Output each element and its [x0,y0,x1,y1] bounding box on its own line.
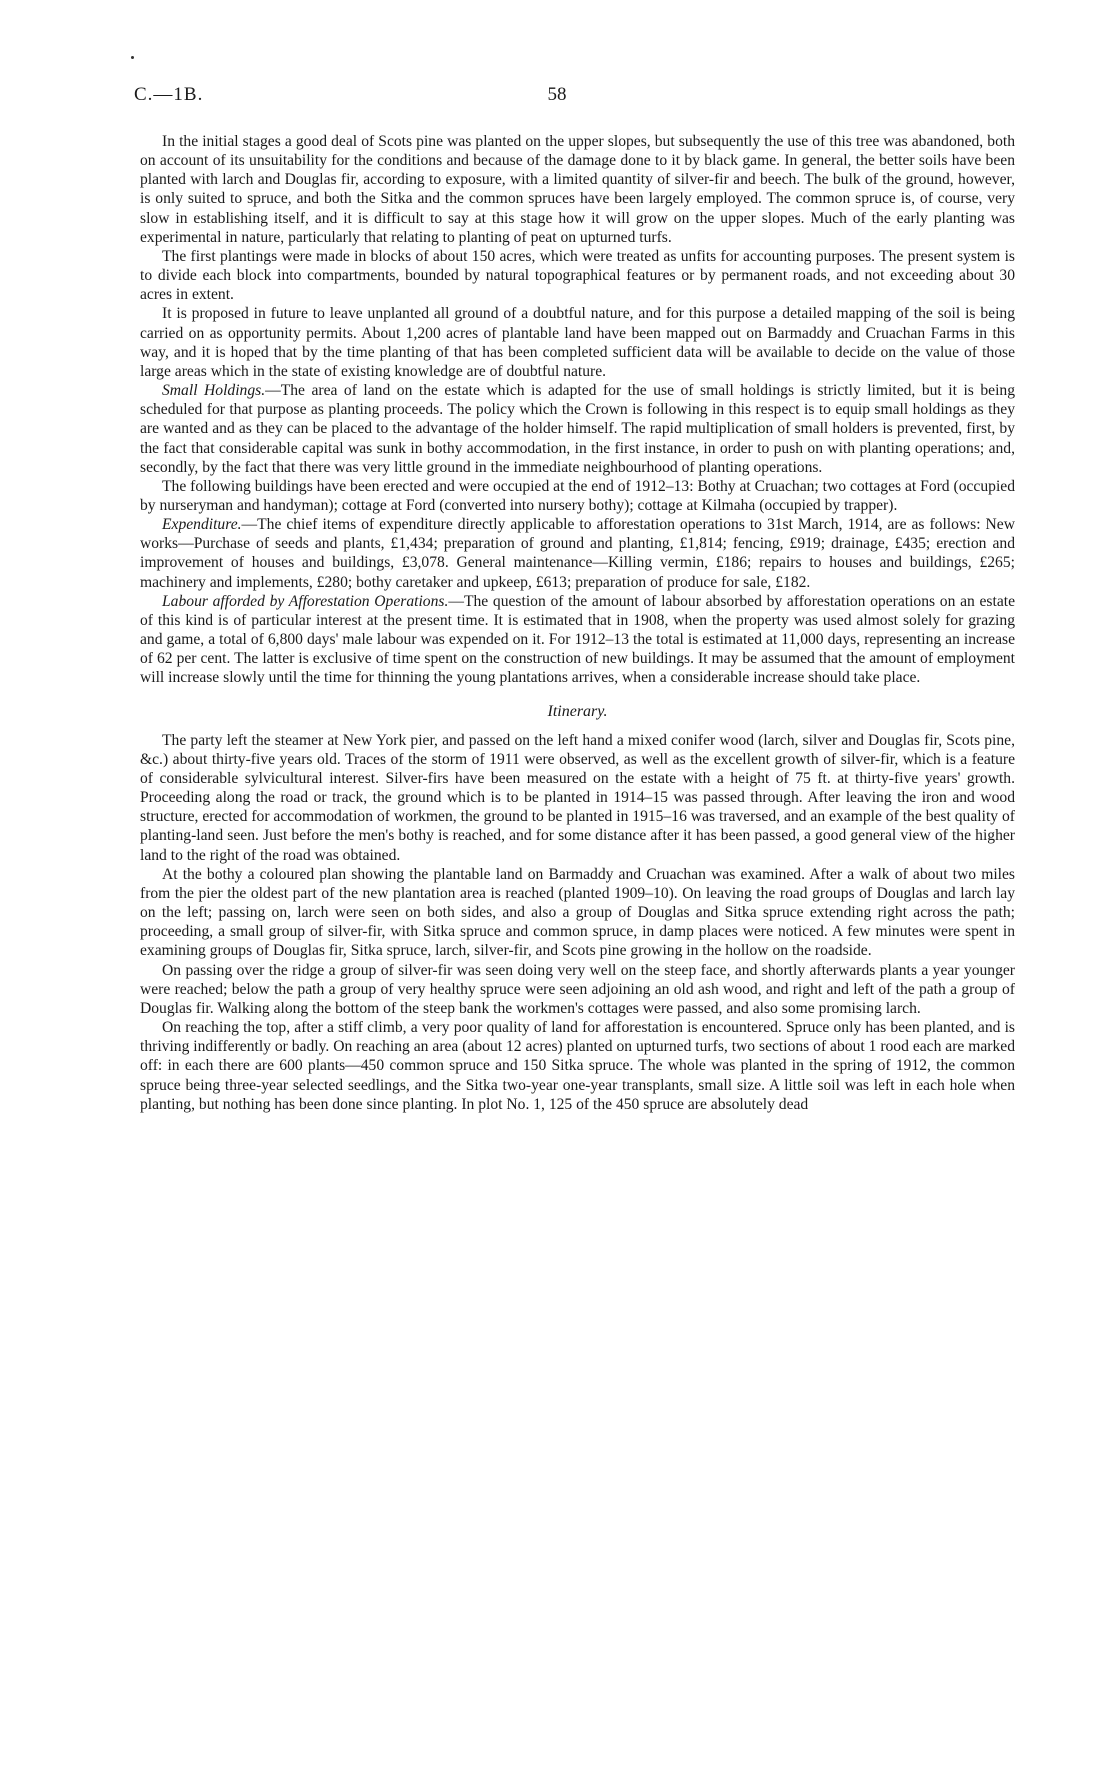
itinerary-paragraph-3: On passing over the ridge a group of silver-fir was seen doing very well on the steep face, and shortly afterwards plants a year younger were reached; below the path a group of very healthy spruce were seen adjoining an old ash wood, and right and left of the path a group of Douglas fir. Walking along the bottom of the steep bank the workmen's cottages were passed, and also some promising larch. [140,961,1015,1017]
paragraph-small-holdings: Small Holdings.—The area of land on the estate which is adapted for the use of small holdings is strictly limited, but it is being scheduled for that purpose as planting proceeds. The policy which the Crown is following in this respect is to equip small holdings as they are wanted and as they can be placed to the advantage of the holder himself. The rapid multiplication of small holders is prevented, first, by the fact that considerable capital was sunk in bothy accommodation, in the first instance, in order to push on with planting operations; and, secondly, by the fact that there was very little ground in the immediate neighbourhood of planting operations. [140,382,1015,476]
paragraph-2: The first plantings were made in blocks of about 150 acres, which were treated as unfits for accounting purposes. The present system is to divide each block into compartments, bounded by natural topographical features or by permanent roads, and not exceeding about 30 acres in extent. [140,247,1015,304]
section-lead: Labour afforded by Afforestation Operations. [162,592,449,610]
print-mark [131,56,134,59]
paragraph-labour: Labour afforded by Afforestation Operations.—The question of the amount of labour absorbed by afforestation operations on an estate of this kind is of particular interest at the present time. It is estimated that in 1908, when the property was used almost solely for grazing and game, a total of 6,800 days' male labour was expended on it. For 1912–13 the total is estimated at 11,000 days, representing an increase of 62 per cent. The latter is exclusive of time spent on the construction of new buildings. It may be assumed that the amount of employment will increase slowly until the time for thinning the young plantations arrives, when a considerable increase should take place. [140,592,1015,687]
page-header [0,84,1114,112]
paragraph-expenditure: Expenditure.—The chief items of expenditure directly applicable to afforestation operations to 31st March, 1914, are as follows: New works—Purchase of seeds and plants, £1,434; preparation of ground and planting, £1,814; fencing, £919; drainage, £435; erection and improvement of houses and buildings, £3,078. General maintenance—Killing vermin, £186; repairs to houses and buildings, £265; machinery and implements, £280; bothy caretaker and upkeep, £613; preparation of produce for sale, £182. [140,516,1015,591]
paragraph-3: It is proposed in future to leave unplanted all ground of a doubtful nature, and for this purpose a detailed mapping of the soil is being carried on as opportunity permits. About 1,200 acres of plantable land have been mapped out on Barmaddy and Cruachan Farms in this way, and it is hoped that by the time planting of that has been completed sufficient data will be available to decide on the value of those large areas which in the state of existing knowledge are of doubtful nature. [140,305,1015,380]
section-lead: Expenditure. [162,516,242,534]
itinerary-heading: Itinerary. [547,702,608,720]
document-reference: C.—1B. [134,84,204,105]
paragraph-1: In the initial stages a good deal of Scots pine was planted on the upper slopes, but subsequently the use of this tree was abandoned, both on account of its unsuitability for the conditions and because of the damage done to it by black game. In general, the better soils have been planted with larch and Douglas fir, according to exposure, with a limited quantity of silver-fir and beech. The bulk of the ground, however, is only suited to spruce, and both the Sitka and the common spruces have been largely employed. The common spruce is, of course, very slow in establishing itself, and it is difficult to say at this stage how it will grow on the upper slopes. Much of the early planting was experimental in nature, particularly that relating to planting of peat on upturned turfs. [140,133,1015,246]
paragraph-buildings: The following buildings have been erected and were occupied at the end of 1912–13: Bothy at Cruachan; two cottages at Ford (occupied by nurseryman and handyman); cottage at Ford (converted into nursery bothy); cottage at Kilmaha (occupied by trapper). [140,477,1015,514]
body-text [140,132,1015,1114]
itinerary-paragraph-4: On reaching the top, after a stiff climb, a very poor quality of land for afforestation is encountered. Spruce only has been planted, and is thriving indifferently or badly. On reaching an area (about 12 acres) planted on upturned turfs, two sections of about 1 rood each are marked off: in each there are 600 plants—450 common spruce and 150 Sitka spruce. The whole was planted in the spring of 1912, the common spruce being three-year selected seedlings, and the Sitka two-year one-year transplants, small size. A little soil was left in each hole when planting, but nothing has been done since planting. In plot No. 1, 125 of the 450 spruce are absolutely dead [140,1019,1015,1113]
page-number: 58 [547,84,567,105]
itinerary-paragraph-1: The party left the steamer at New York pier, and passed on the left hand a mixed conifer wood (larch, silver and Douglas fir, Scots pine, &c.) about thirty-five years old. Traces of the storm of 1911 were observed, as well as the excellent growth of silver-fir, which is a feature of considerable sylvicultural interest. Silver-firs have been measured on the estate with a height of 75 ft. at thirty-five years' growth. Proceeding along the road or track, the ground which is to be planted in 1914–15 was passed through. After leaving the iron and wood structure, erected for accommodation of workmen, the ground to be planted in 1915–16 was traversed, and an example of the best quality of planting-land seen. Just before the men's bothy is reached, and for some distance after it has been passed, a good general view of the higher land to the right of the road was obtained. [140,731,1015,864]
section-lead: Small Holdings. [162,382,266,400]
itinerary-paragraph-2: At the bothy a coloured plan showing the plantable land on Barmaddy and Cruachan was examined. After a walk of about two miles from the pier the oldest part of the new plantation area is reached (planted 1909–10). On leaving the road groups of Douglas and larch lay on the left; passing on, larch were seen on both sides, and also a group of Douglas and Sitka spruce extending right across the path; proceeding, a small group of silver-fir, with Sitka spruce and common spruce, in damp places were noticed. A few minutes were spent in examining groups of Douglas fir, Sitka spruce, larch, silver-fir, and Scots pine growing in the hollow on the roadside. [140,865,1015,960]
